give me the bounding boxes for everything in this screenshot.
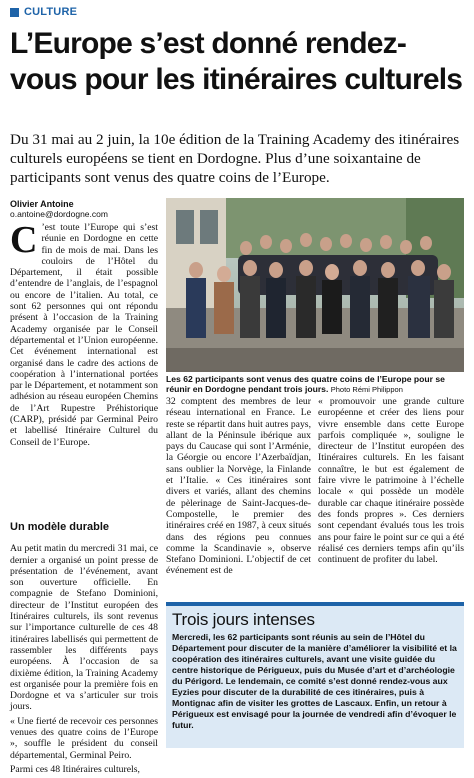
photo-caption [166, 374, 464, 395]
drop-cap: C [10, 219, 38, 261]
column-1-lower [10, 520, 158, 778]
column-1 [10, 219, 158, 451]
paragraph-1-text: ’est toute l’Europe qui s’est réunie en Dordogne en cette fin de mois de mai. Dans les couloirs de l’Hôtel du Département, il était possible d’entendre de l’anglais, de l’espagnol ou encore de l’italien. Au total, ce sont 62 personnes qui ont répondu présent à l’occasion de la Training Academy organisée par le Conseil départemental et l’Union européenne. Cet événement international est organisé dans le cadre des actions de coopération à l’international portées par le Département, et notamment son adhésion au réseau européen Chemins de l’Art Rupestre Préhistorique (CARP), présidé par Germinal Peiro et labellisé Itinéraire Culturel du Conseil de l’Europe. [10, 222, 158, 448]
author-name: Olivier Antoine [10, 199, 74, 209]
sidebar-box [166, 602, 464, 748]
group-photo [166, 198, 464, 372]
paragraph-3: « Une fierté de recevoir ces personnes venues des quatre coins de l’Europe », souffle le président du conseil départemental, Germinal Peiro. [10, 715, 158, 761]
author-email: o.antoine@dordogne.com [10, 209, 108, 219]
box-title: Trois jours intenses [172, 610, 315, 629]
rubric-label: CULTURE [24, 6, 78, 18]
box-text: Mercredi, les 62 participants sont réunis au sein de l’Hôtel du Département pour discuter de la manière d’améliorer la visibilité et la coopération des itinéraires culturels, avant une visite guidée du centre historique de Périgueux, puis du Musée d’art et d’archéologie du Périgord. Le lendemain, ce comité s’est donné rendez-vous aux Eyzies pour discuter de la durabilité de ces itinéraires, puis à Montignac afin de visiter les grottes de Lascaux. Enfin, un retour à Périgueux est envisagé pour la journée de vendredi afin d’évoquer le futur. [172, 632, 457, 730]
paragraph-4: Parmi ces 48 Itinéraires culturels, [10, 763, 140, 775]
section-rubric [10, 6, 77, 18]
paragraph-2: Au petit matin du mercredi 31 mai, ce dernier a organisé un point presse de présentation de l’événement, avant son ouverture officielle. En compagnie de Stefano Dominioni, directeur de l’Institut européen des Itinéraires culturels, ils sont revenus sur l’importance culturelle de ces 48 itinéraires labellisés qui permettent de rassembler les différents pays européens. À l’occasion de sa dixième édition, la Training Academy est organisée pour la première fois en Dordogne et va s’articuler sur trois jours. [10, 543, 158, 713]
subheading: Un modèle durable [10, 521, 110, 533]
photo-credit: Photo Rémi Philippon [330, 385, 403, 394]
article-lead: Du 31 mai au 2 juin, la 10e édition de la Training Academy des itinéraires culturels européens se tient en Dordogne. Plus d’une soixantaine de participants sont venus des quatre coins de l’Europe. [10, 131, 460, 186]
column-2 [166, 396, 311, 580]
article-title: L’Europe s’est donné rendez-vous pour les itinéraires culturels [10, 27, 463, 96]
column-3 [318, 396, 464, 568]
square-icon [10, 8, 19, 17]
author-byline [10, 199, 108, 219]
group-photo-illustration [166, 198, 464, 372]
paragraph-1 [10, 219, 158, 448]
paragraph-5: 32 comptent des membres de leur réseau international en France. Le reste se répartit dans huit autres pays, allant de la Péninsule ibérique aux pays du Caucase qui sont l’Arménie, la Géorgie ou encore l’Azerbaïdjan, sans oublier la Norvège, la Finlande et l’Italie. « Ces itinéraires sont divers et variés, allant des chemins de pèlerinage de Saint-Jacques-de-Compostelle, le premier des itinéraires créé en 1987, à ceux situés dans des régions peu connues comme la Scandinavie », observe Stefano Dominioni. L’objectif de cet événement est de [166, 396, 311, 577]
paragraph-6: « promouvoir une grande culture européenne et créer des liens pour vivre ensemble dans cette Europe parfois compliquée », souligne le directeur de l’Institut européen des Itinéraires culturels. En les faisant connaître, le but est également de faire vivre le patrimoine à l’échelle locale « qui possède un modèle durable car chaque itinéraire possède des fonds propres ». Ces derniers sont cependant évalués tous les trois ans pour faire le point sur ce qui a été réalisé ces derniers temps afin qu’ils continuent de profiter du label. [318, 396, 464, 566]
photo-caption-text: Les 62 participants sont venus des quatre coins de l’Europe pour se réunir en Dordogne pendant trois jours. [166, 374, 445, 394]
